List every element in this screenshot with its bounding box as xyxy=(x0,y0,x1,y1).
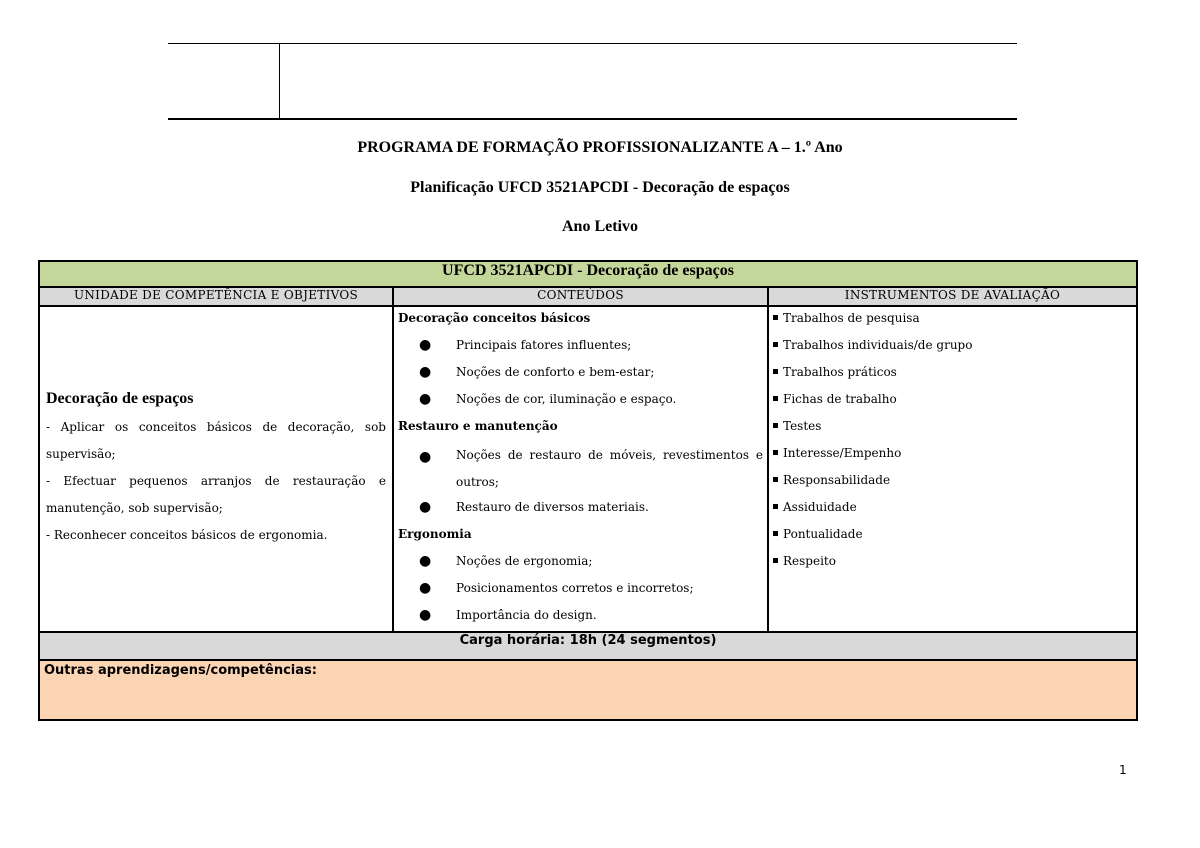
other-learning-cell: Outras aprendizagens/competências: xyxy=(39,660,1137,720)
square-bullet-icon xyxy=(773,558,778,563)
objective-item: - Efectuar pequenos arranjos de restauração e manutenção, sob supervisão; xyxy=(46,473,386,515)
competencia-cell xyxy=(39,306,393,632)
square-bullet-icon xyxy=(773,396,778,401)
bullet-icon: ● xyxy=(419,499,432,515)
header-box xyxy=(168,43,1017,120)
assessment-item: Testes xyxy=(773,415,1132,442)
objective-item: - Reconhecer conceitos básicos de ergonomia. xyxy=(46,527,328,542)
content-item: ● Noções de ergonomia; xyxy=(398,550,763,577)
assessment-item: Trabalhos práticos xyxy=(773,361,1132,388)
header-divider xyxy=(279,44,280,118)
assessment-item: Pontualidade xyxy=(773,523,1132,550)
content-item: ● Posicionamentos corretos e incorretos; xyxy=(398,577,763,604)
bullet-icon: ● xyxy=(419,337,432,353)
workload-cell: Carga horária: 18h (24 segmentos) xyxy=(39,632,1137,660)
square-bullet-icon xyxy=(773,450,778,455)
square-bullet-icon xyxy=(773,423,778,428)
content-item: ● Restauro de diversos materiais. xyxy=(398,496,763,523)
competencia-title: Decoração de espaços xyxy=(46,389,194,407)
planning-title: Planificação UFCD 3521APCDI - Decoração de espaços xyxy=(410,179,790,196)
assessment-item: Assiduidade xyxy=(773,496,1132,523)
assessment-item: Interesse/Empenho xyxy=(773,442,1132,469)
bullet-icon: ● xyxy=(419,553,432,569)
square-bullet-icon xyxy=(773,477,778,482)
header-conteudos: CONTEÚDOS xyxy=(393,287,768,306)
header-competencia: UNIDADE DE COMPETÊNCIA E OBJETIVOS xyxy=(39,287,393,306)
content-item: ● Importância do design. xyxy=(398,604,763,631)
content-item: ● Noções de restauro de móveis, revestimentos e outros; xyxy=(398,442,763,496)
header-avaliacao: INSTRUMENTOS DE AVALIAÇÃO xyxy=(768,287,1137,306)
bullet-icon: ● xyxy=(419,449,432,465)
content-section-title: Restauro e manutenção xyxy=(398,419,558,433)
assessment-item: Trabalhos de pesquisa xyxy=(773,307,1132,334)
bullet-icon: ● xyxy=(419,391,432,407)
bullet-icon: ● xyxy=(419,364,432,380)
square-bullet-icon xyxy=(773,369,778,374)
square-bullet-icon xyxy=(773,504,778,509)
bullet-icon: ● xyxy=(419,607,432,623)
bullet-icon: ● xyxy=(419,580,432,596)
assessment-item: Fichas de trabalho xyxy=(773,388,1132,415)
objective-item: - Aplicar os conceitos básicos de decoração, sob supervisão; xyxy=(46,419,386,461)
content-section-title: Decoração conceitos básicos xyxy=(398,311,591,325)
planning-table xyxy=(38,260,1138,721)
avaliacao-cell xyxy=(768,306,1137,632)
program-title: PROGRAMA DE FORMAÇÃO PROFISSIONALIZANTE A – 1.º Ano xyxy=(357,139,843,156)
assessment-item: Trabalhos individuais/de grupo xyxy=(773,334,1132,361)
content-item: ● Noções de cor, iluminação e espaço. xyxy=(398,388,763,415)
square-bullet-icon xyxy=(773,342,778,347)
page-number: 1 xyxy=(1119,763,1127,777)
content-section-title: Ergonomia xyxy=(398,527,472,541)
conteudos-cell xyxy=(393,306,768,632)
table-title: UFCD 3521APCDI - Decoração de espaços xyxy=(39,261,1137,287)
assessment-item: Respeito xyxy=(773,550,1132,577)
square-bullet-icon xyxy=(773,531,778,536)
square-bullet-icon xyxy=(773,315,778,320)
content-item: ● Noções de conforto e bem-estar; xyxy=(398,361,763,388)
school-year-title: Ano Letivo xyxy=(562,218,638,235)
content-item: ● Principais fatores influentes; xyxy=(398,334,763,361)
assessment-item: Responsabilidade xyxy=(773,469,1132,496)
